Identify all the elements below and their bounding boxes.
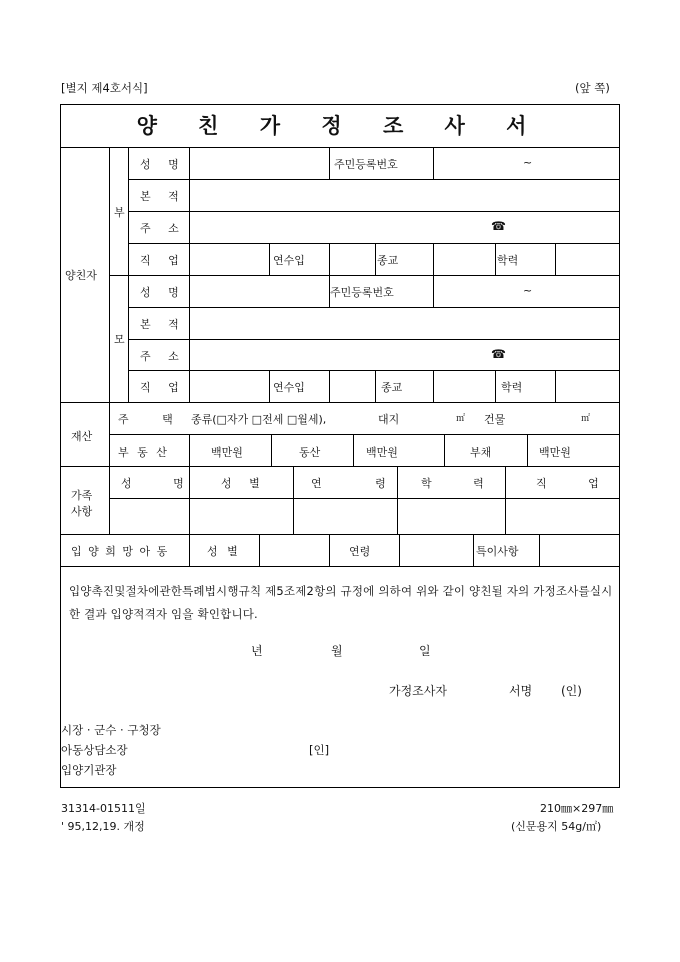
rule: [329, 147, 330, 179]
rule: [329, 243, 330, 275]
mother-rrn-label[interactable]: 주민등록번호: [330, 286, 394, 299]
father-rrn-label[interactable]: 주민등록번호: [334, 158, 398, 171]
rule: [109, 466, 110, 534]
confirmation-statement: 입양촉진및절차에관한특례법시행규칙 제5조제2항의 규정에 의하여 위와 같이 양친될 자의 가정조사를실시한 결과 입양적격자 임을 확인합니다.: [69, 584, 613, 621]
rule: [555, 370, 556, 402]
rule: [109, 434, 619, 435]
father-origin-label: 본 적: [140, 190, 179, 203]
rule: [353, 434, 354, 466]
rule: [539, 534, 540, 566]
land-unit: ㎡: [456, 414, 466, 424]
family-age-header: 연 령: [311, 477, 386, 490]
rule: [397, 466, 398, 534]
mother-job-label: 직 업: [140, 381, 179, 394]
debt-label: 부채: [470, 446, 492, 459]
date-day: 일: [419, 644, 431, 658]
rule: [444, 434, 445, 466]
paper-size: 210㎜×297㎜: [540, 802, 614, 815]
family-name-header: 성 명: [121, 477, 184, 490]
rule: [495, 243, 496, 275]
adoptee-label: 입 양 희 망 아 동: [71, 545, 168, 558]
rule: [433, 243, 434, 275]
seal-mark: (인): [561, 684, 582, 698]
parents-label: 양친자: [65, 269, 97, 282]
father-rrn-tilde[interactable]: ~: [523, 156, 533, 169]
form-code: 31314-01511일: [61, 802, 146, 815]
rule: [293, 466, 294, 534]
rule: [527, 434, 528, 466]
rule: [61, 402, 619, 403]
sign-label[interactable]: 서명: [509, 684, 533, 698]
father-phone-icon: ☎: [491, 219, 506, 233]
house-type-options[interactable]: 종류(□자가 □전세 □월세),: [191, 413, 327, 426]
recipient-seal: [인]: [309, 743, 330, 757]
rule: [189, 147, 190, 402]
adoptee-special-label: 특이사항: [476, 545, 519, 558]
rule: [271, 434, 272, 466]
family-label-1: 가족: [71, 489, 93, 502]
father-address-label: 주 소: [140, 222, 179, 235]
property-label: 재산: [71, 430, 93, 443]
investigation-form: [60, 104, 620, 788]
family-job-header: 직 업: [536, 477, 599, 490]
mother-phone-icon: ☎: [491, 347, 506, 361]
rule: [189, 434, 190, 466]
rule: [109, 275, 619, 276]
mother-religion-label: 종교: [381, 381, 403, 394]
rule: [555, 243, 556, 275]
family-edu-header: 학 력: [421, 477, 484, 490]
father-label: 부: [114, 206, 125, 219]
real-estate-label: 부 동 산: [118, 446, 167, 459]
rule: [128, 211, 619, 212]
building-unit: ㎡: [581, 414, 591, 424]
rule: [329, 534, 330, 566]
mother-name-label: 성 명: [140, 286, 179, 299]
rule: [189, 466, 190, 534]
rule: [128, 147, 129, 402]
rule: [61, 566, 619, 567]
rule: [128, 179, 619, 180]
rule: [109, 402, 110, 466]
rule: [433, 370, 434, 402]
rule: [269, 370, 270, 402]
rule: [329, 370, 330, 402]
rule: [473, 534, 474, 566]
rule: [61, 466, 619, 467]
father-name-label: 성 명: [140, 158, 179, 171]
rule: [433, 275, 434, 307]
rule: [61, 534, 619, 535]
adoptee-age-label: 연령: [349, 545, 371, 558]
rule: [375, 370, 376, 402]
recipient-mayor: 시장 · 군수 · 구청장: [61, 723, 161, 737]
rule: [128, 243, 619, 244]
rule: [128, 339, 619, 340]
rule: [399, 534, 400, 566]
rule: [269, 243, 270, 275]
father-job-label: 직 업: [140, 254, 179, 267]
debt-unit: 백만원: [539, 446, 571, 459]
mother-rrn-tilde[interactable]: ~: [523, 284, 533, 297]
rule: [375, 243, 376, 275]
movable-unit: 백만원: [366, 446, 398, 459]
rule: [109, 498, 619, 499]
mother-income-label: 연수입: [273, 381, 305, 394]
page-side: (앞 쪽): [575, 81, 610, 95]
father-income-label: 연수입: [273, 254, 305, 267]
rule: [505, 466, 506, 534]
rule: [433, 147, 434, 179]
building-label: 건물: [484, 413, 506, 426]
rule: [495, 370, 496, 402]
rule: [61, 147, 619, 148]
rule: [128, 370, 619, 371]
real-estate-unit: 백만원: [211, 446, 243, 459]
father-religion-label: 종교: [377, 254, 399, 267]
paper-type: (신문용지 54g/㎡): [511, 820, 602, 833]
father-education-label: 학력: [497, 254, 519, 267]
movable-label: 동산: [299, 446, 321, 459]
mother-address-label: 주 소: [140, 350, 179, 363]
recipient-adoption-agency: 입양기관장: [61, 763, 117, 777]
form-number: [별지 제4호서식]: [61, 81, 148, 95]
mother-label: 모: [114, 333, 125, 346]
family-sex-header: 성 별: [221, 477, 260, 490]
investigator-label: 가정조사자: [389, 684, 447, 698]
revision-date: ' 95,12,19. 개정: [61, 820, 145, 833]
house-label: 주 택: [118, 413, 173, 426]
rule: [109, 147, 110, 402]
rule: [259, 534, 260, 566]
land-label: 대지: [378, 413, 400, 426]
mother-education-label: 학력: [501, 381, 523, 394]
family-label-2: 사항: [71, 505, 93, 518]
mother-origin-label: 본 적: [140, 318, 179, 331]
rule: [189, 534, 190, 566]
adoptee-sex-label: 성 별: [207, 545, 238, 558]
date-month: 월: [331, 644, 343, 658]
form-title: 양 친 가 정 조 사 서: [136, 113, 544, 138]
date-year: 년: [251, 644, 263, 658]
rule: [128, 307, 619, 308]
recipient-counseling: 아동상담소장: [61, 743, 128, 757]
